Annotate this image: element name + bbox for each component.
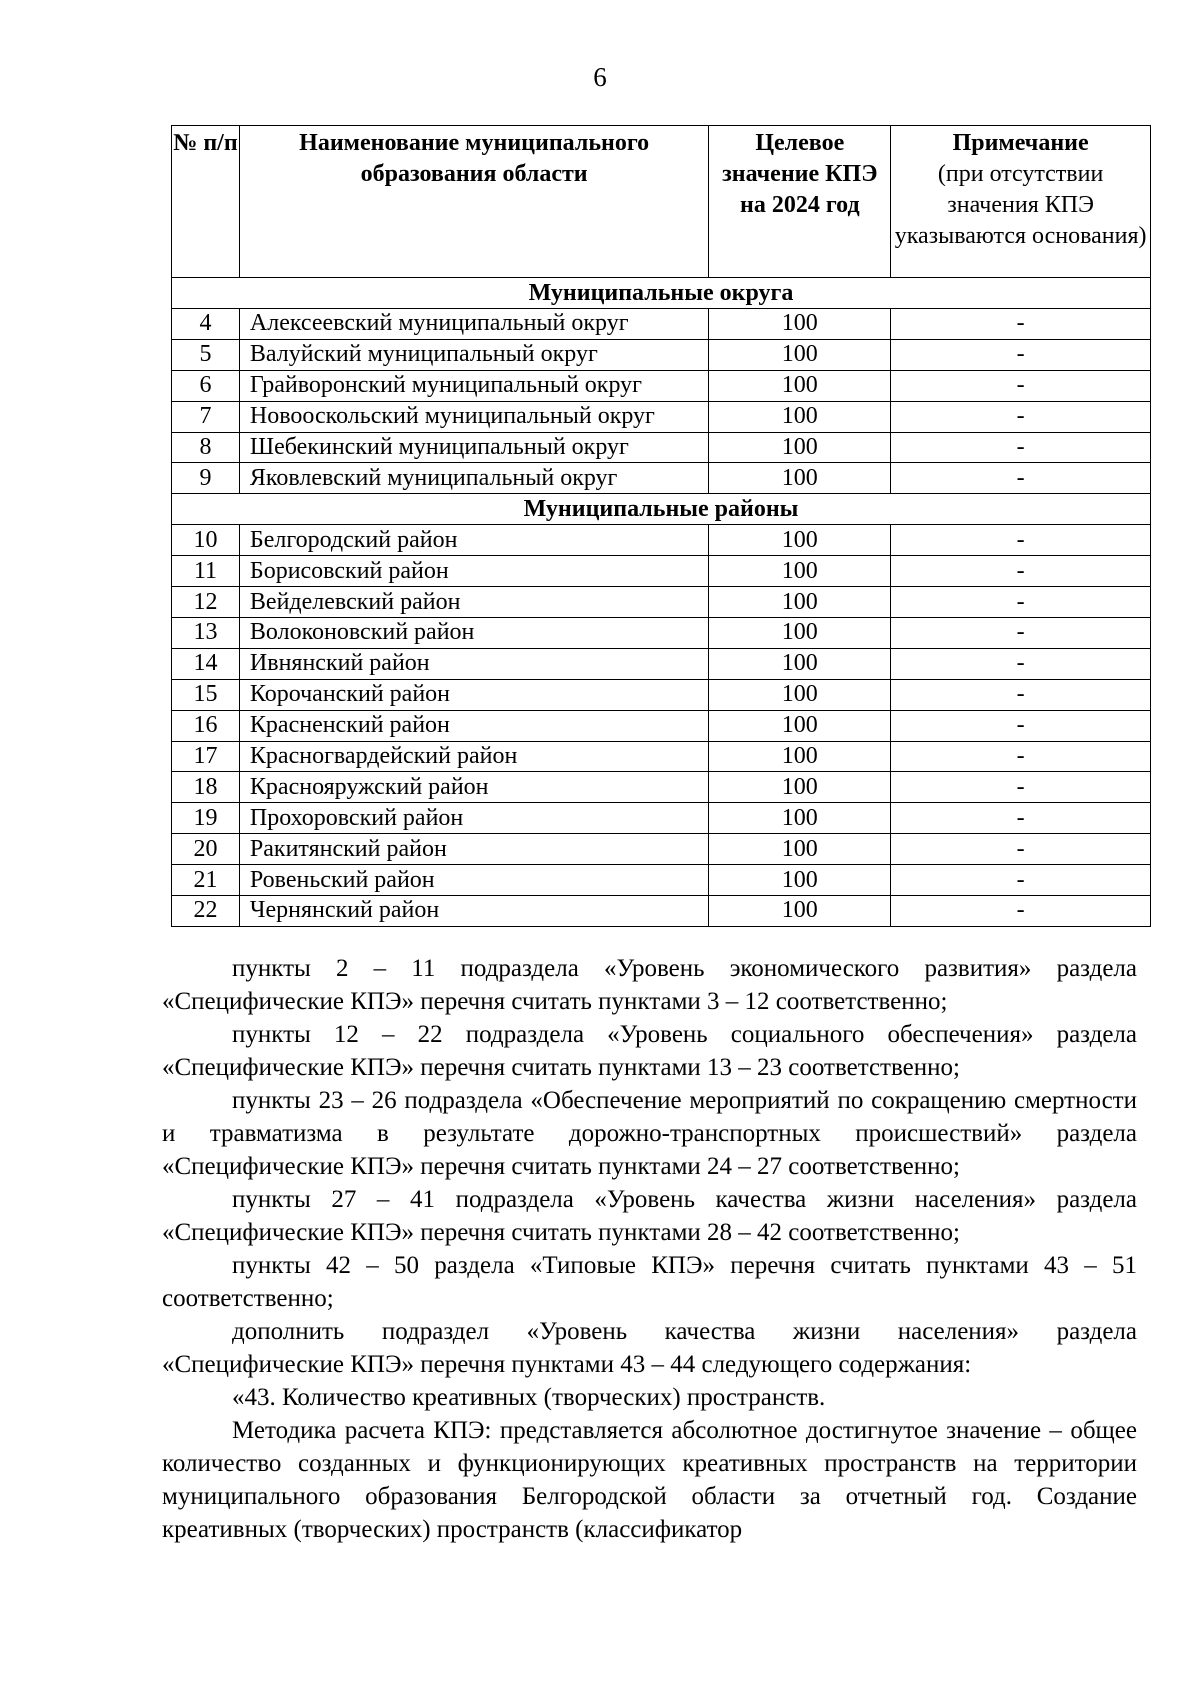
row-note: - <box>891 587 1151 618</box>
row-note: - <box>891 865 1151 896</box>
row-number: 6 <box>172 370 240 401</box>
row-target-value: 100 <box>709 587 891 618</box>
row-target-value: 100 <box>709 679 891 710</box>
row-name: Валуйский муниципальный округ <box>239 339 708 370</box>
row-target-value: 100 <box>709 463 891 494</box>
header-note-title: Примечание <box>952 130 1089 156</box>
row-number: 10 <box>172 525 240 556</box>
row-name: Корочанский район <box>239 679 708 710</box>
table-header-row <box>172 126 1151 278</box>
row-note: - <box>891 710 1151 741</box>
table-row <box>172 587 1151 618</box>
row-number: 15 <box>172 679 240 710</box>
row-name: Красненский район <box>239 710 708 741</box>
row-note: - <box>891 463 1151 494</box>
table-row <box>172 710 1151 741</box>
row-note: - <box>891 772 1151 803</box>
paragraph: Методика расчета КПЭ: представляется абсолютное достигнутое значение – общее количество созданных и функционирующих креативных пространств на территории муниципального образования Белгородской области за отчетный год. Создание креативных (творческих) пространств (классификатор <box>162 1417 1137 1543</box>
row-target-value: 100 <box>709 648 891 679</box>
table-row <box>172 896 1151 927</box>
table-row <box>172 525 1151 556</box>
row-target-value: 100 <box>709 834 891 865</box>
paragraph: пункты 23 – 26 подраздела «Обеспечение мероприятий по сокращению смертности и травматизма в результате дорожно-транспортных происшествий» раздела «Специфические КПЭ» перечня считать пунктами 24 – 27 соответственно; <box>162 1087 1137 1180</box>
row-target-value: 100 <box>709 370 891 401</box>
row-number: 11 <box>172 556 240 587</box>
row-name: Красногвардейский район <box>239 741 708 772</box>
header-note <box>891 126 1151 278</box>
row-target-value: 100 <box>709 741 891 772</box>
row-target-value: 100 <box>709 772 891 803</box>
row-name: Волоконовский район <box>239 618 708 649</box>
row-name: Ровеньский район <box>239 865 708 896</box>
row-note: - <box>891 618 1151 649</box>
header-name: Наименование муниципального образования области <box>239 126 708 278</box>
row-target-value: 100 <box>709 803 891 834</box>
row-note: - <box>891 679 1151 710</box>
row-name: Ракитянский район <box>239 834 708 865</box>
table-row <box>172 370 1151 401</box>
section-row <box>172 494 1151 525</box>
table-row <box>172 679 1151 710</box>
table-row <box>172 556 1151 587</box>
row-name: Шебекинский муниципальный округ <box>239 432 708 463</box>
row-number: 20 <box>172 834 240 865</box>
row-target-value: 100 <box>709 309 891 340</box>
row-number: 22 <box>172 896 240 927</box>
table-row <box>172 339 1151 370</box>
row-name: Яковлевский муниципальный округ <box>239 463 708 494</box>
row-note: - <box>891 648 1151 679</box>
row-name: Новооскольский муниципальный округ <box>239 401 708 432</box>
table-row <box>172 803 1151 834</box>
section-row <box>172 278 1151 309</box>
header-target: Целевое значение КПЭ на 2024 год <box>709 126 891 278</box>
row-number: 12 <box>172 587 240 618</box>
row-note: - <box>891 339 1151 370</box>
row-number: 8 <box>172 432 240 463</box>
table-row <box>172 834 1151 865</box>
row-name: Вейделевский район <box>239 587 708 618</box>
row-note: - <box>891 525 1151 556</box>
row-number: 7 <box>172 401 240 432</box>
table-body <box>172 278 1151 927</box>
row-number: 5 <box>172 339 240 370</box>
row-number: 14 <box>172 648 240 679</box>
row-note: - <box>891 556 1151 587</box>
paragraph: пункты 12 – 22 подраздела «Уровень социального обеспечения» раздела «Специфические КПЭ» перечня считать пунктами 13 – 23 соответственно; <box>162 1021 1137 1081</box>
row-note: - <box>891 896 1151 927</box>
row-target-value: 100 <box>709 432 891 463</box>
table-row <box>172 648 1151 679</box>
row-number: 17 <box>172 741 240 772</box>
header-num: № п/п <box>172 126 240 278</box>
paragraph: дополнить подраздел «Уровень качества жизни населения» раздела «Специфические КПЭ» перечня пунктами 43 – 44 следующего содержания: <box>162 1318 1137 1378</box>
table-row <box>172 772 1151 803</box>
row-target-value: 100 <box>709 710 891 741</box>
paragraph: пункты 42 – 50 раздела «Типовые КПЭ» перечня считать пунктами 43 – 51 соответственно; <box>162 1252 1137 1312</box>
section-title: Муниципальные районы <box>172 494 1151 525</box>
row-note: - <box>891 803 1151 834</box>
row-name: Ивнянский район <box>239 648 708 679</box>
section-title: Муниципальные округа <box>172 278 1151 309</box>
table-row <box>172 865 1151 896</box>
row-note: - <box>891 309 1151 340</box>
paragraph: пункты 2 – 11 подраздела «Уровень экономического развития» раздела «Специфические КПЭ» перечня считать пунктами 3 – 12 соответственно; <box>162 955 1137 1015</box>
page-number: 6 <box>593 62 607 92</box>
row-name: Грайворонский муниципальный округ <box>239 370 708 401</box>
paragraph: «43. Количество креативных (творческих) пространств. <box>232 1384 826 1411</box>
table-row <box>172 309 1151 340</box>
table-row <box>172 618 1151 649</box>
row-number: 9 <box>172 463 240 494</box>
row-name: Краснояружский район <box>239 772 708 803</box>
row-note: - <box>891 370 1151 401</box>
row-number: 21 <box>172 865 240 896</box>
row-note: - <box>891 432 1151 463</box>
table-row <box>172 401 1151 432</box>
row-name: Прохоровский район <box>239 803 708 834</box>
row-target-value: 100 <box>709 618 891 649</box>
row-target-value: 100 <box>709 896 891 927</box>
paragraph: пункты 27 – 41 подраздела «Уровень качества жизни населения» раздела «Специфические КПЭ» перечня считать пунктами 28 – 42 соответственно; <box>162 1186 1137 1246</box>
table-row <box>172 741 1151 772</box>
row-number: 4 <box>172 309 240 340</box>
header-note-sub: (при отсутствии значения КПЭ указываются основания) <box>894 161 1147 249</box>
row-number: 18 <box>172 772 240 803</box>
row-name: Борисовский район <box>239 556 708 587</box>
row-name: Алексеевский муниципальный округ <box>239 309 708 340</box>
row-target-value: 100 <box>709 525 891 556</box>
table-row <box>172 432 1151 463</box>
kpe-table <box>171 125 1151 927</box>
row-target-value: 100 <box>709 865 891 896</box>
row-note: - <box>891 741 1151 772</box>
row-number: 16 <box>172 710 240 741</box>
body-text <box>162 952 1137 1546</box>
row-name: Чернянский район <box>239 896 708 927</box>
row-note: - <box>891 834 1151 865</box>
row-name: Белгородский район <box>239 525 708 556</box>
row-target-value: 100 <box>709 339 891 370</box>
row-target-value: 100 <box>709 556 891 587</box>
row-note: - <box>891 401 1151 432</box>
row-number: 13 <box>172 618 240 649</box>
table-row <box>172 463 1151 494</box>
row-number: 19 <box>172 803 240 834</box>
row-target-value: 100 <box>709 401 891 432</box>
